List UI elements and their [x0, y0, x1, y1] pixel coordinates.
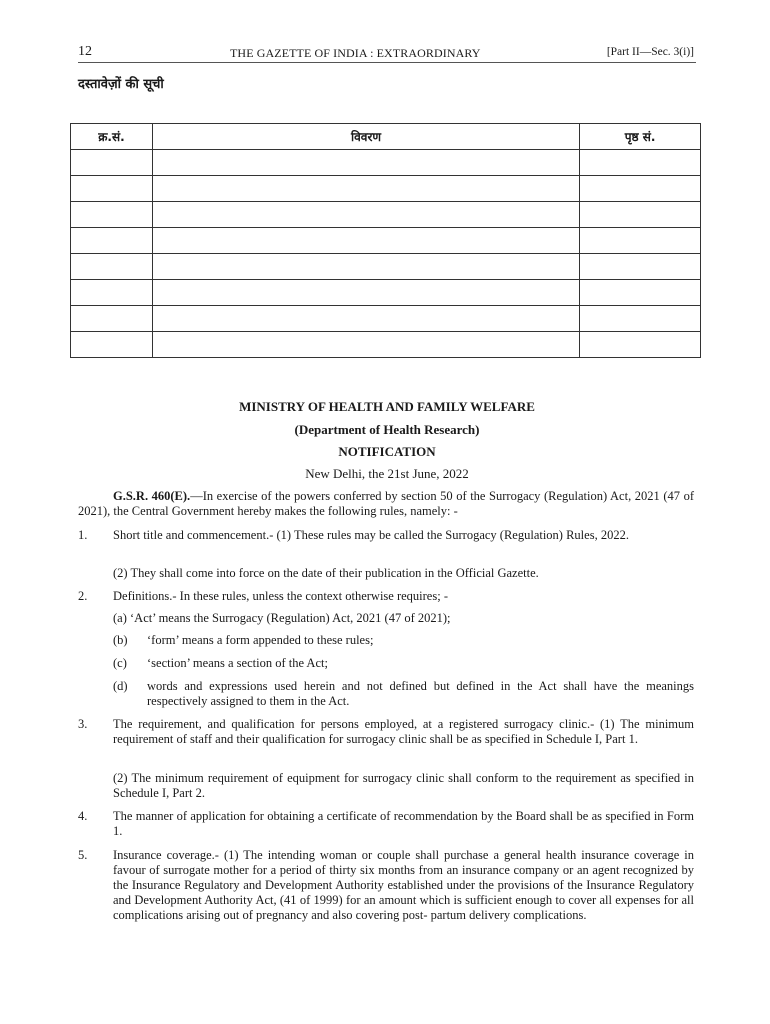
table-row — [71, 176, 701, 202]
rule-text: The manner of application for obtaining a certificate of recommendation by the Board shall be as specified in Form 1. — [113, 809, 694, 838]
part-section-label: [Part II—Sec. 3(i)] — [606, 46, 694, 58]
table-row — [71, 202, 701, 228]
definition-b — [113, 633, 694, 648]
serial-number-header: क्र.सं. — [71, 124, 153, 150]
rule-text: Definitions.- In these rules, unless the context otherwise requires; - — [113, 589, 448, 603]
document-index-table — [70, 123, 701, 358]
table-row — [71, 280, 701, 306]
rule-text: Insurance coverage.- (1) The intending woman or couple shall purchase a general health insurance coverage in favour of surrogate mother for a period of thirty six months from an insurance company or an agent recognized by the Insurance Regulatory and Development Authority established under the provisions of the Insurance Regulatory and Development Authority Act, (41 of 1999) for an amount which is sufficient enough to cover all expenses for all complications arising out of pregnancy and also covering post- partum delivery complications. — [113, 848, 694, 922]
definition-a: (a) ‘Act’ means the Surrogacy (Regulation) Act, 2021 (47 of 2021); — [113, 611, 451, 625]
preamble-text: —In exercise of the powers conferred by section 50 of the Surrogacy (Regulation) Act, 2021 (47 of 2021), the Central Government hereby makes the following rules, namely: - — [78, 489, 694, 518]
page-number-header: पृष्ठ सं. — [580, 124, 701, 150]
table-row — [71, 228, 701, 254]
rule-text: Short title and commencement.- (1) These rules may be called the Surrogacy (Regulation) Rules, 2022. — [113, 528, 629, 542]
clause-text: ‘section’ means a section of the Act; — [147, 656, 328, 670]
rule-text: The requirement, and qualification for persons employed, at a registered surrogacy clinic.- (1) The minimum requirement of staff and their qualification for surrogacy clinic shall be as specified in Schedule I, Part 1. — [113, 717, 694, 746]
notification-heading: NOTIFICATION — [338, 444, 436, 459]
ministry-heading: MINISTRY OF HEALTH AND FAMILY WELFARE — [239, 399, 535, 414]
clause-text: words and expressions used herein and not defined but defined in the Act shall have the meanings respectively assigned to them in the Act. — [147, 679, 694, 708]
definition-d — [113, 679, 694, 709]
rule-1 — [78, 528, 694, 543]
header-divider — [78, 62, 696, 63]
rule-4 — [78, 809, 694, 839]
table-row — [71, 254, 701, 280]
rule-5 — [78, 848, 694, 923]
clause-text: ‘form’ means a form appended to these rules; — [147, 633, 374, 647]
rule-2 — [78, 589, 694, 604]
rule-3-sub-2: (2) The minimum requirement of equipment for surrogacy clinic shall conform to the requirement as specified in Schedule I, Part 2. — [113, 771, 694, 800]
rule-number: 3. — [78, 717, 88, 731]
definition-c — [113, 656, 694, 671]
place-date: New Delhi, the 21st June, 2022 — [305, 466, 469, 481]
page-header — [78, 44, 696, 62]
rule-number: 1. — [78, 528, 88, 542]
rule-3 — [78, 717, 694, 747]
table-row — [71, 332, 701, 358]
rule-number: 4. — [78, 809, 88, 823]
department-heading: (Department of Health Research) — [294, 422, 480, 437]
gazette-title: THE GAZETTE OF INDIA : EXTRAORDINARY — [230, 46, 481, 60]
page-number: 12 — [78, 44, 92, 59]
rule-number: 5. — [78, 848, 88, 862]
description-header: विवरण — [152, 124, 579, 150]
clause-label: (b) — [113, 633, 128, 647]
table-row — [71, 150, 701, 176]
clause-label: (c) — [113, 656, 127, 670]
gsr-number: G.S.R. 460(E). — [113, 489, 191, 503]
rule-number: 2. — [78, 589, 88, 603]
rule-1-sub-2: (2) They shall come into force on the date of their publication in the Official Gazette. — [113, 566, 539, 580]
preamble-paragraph — [78, 489, 694, 519]
table-header-row — [71, 124, 701, 150]
clause-label: (d) — [113, 679, 128, 693]
document-list-title: दस्तावेज़ों की सूची — [78, 77, 164, 92]
table-row — [71, 306, 701, 332]
